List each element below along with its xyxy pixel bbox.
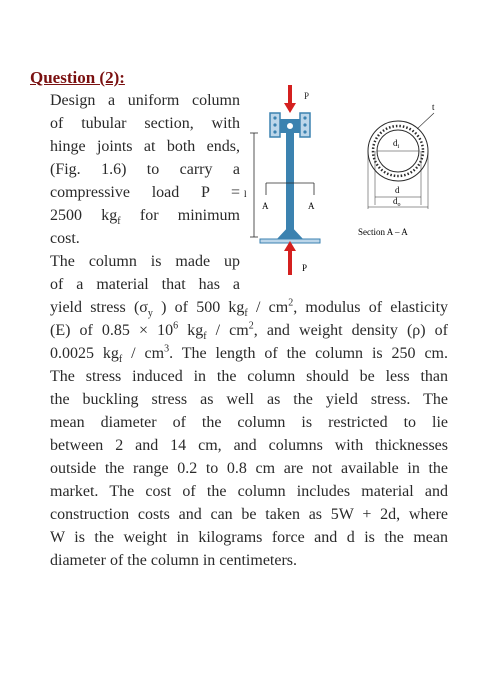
seg: f [244,308,248,320]
section-right-label: A [308,201,315,211]
seg: . The length of the column is 250 cm. [169,345,449,362]
bolt [303,123,306,126]
seg: / cm [122,345,165,362]
bolt [273,116,276,119]
seg: , modulus of elasticity [293,299,449,316]
seg: 2 [248,320,254,332]
text-line-19: construction costs and can be taken as 5W + 2d, where [50,506,448,523]
length-label: l [244,189,247,199]
text-line-16: between 2 and 14 cm, and columns with thicknesses [50,437,448,454]
bolt [303,130,306,133]
text-line-13: The stress induced in the column should be less than [50,368,448,385]
outer-dia-label [393,196,401,208]
dim-sub: o [397,202,401,208]
text-line-17: outside the range 0.2 to 0.8 cm are not available in the [50,460,448,477]
seg: 6 [173,320,179,332]
dim-sub: i [397,144,400,150]
text-line-18: market. The cost of the column includes material and [50,483,448,500]
text-line-5: compressive load P = [50,184,240,201]
text-line-21: diameter of the column in centimeters. [50,552,298,569]
bottom-load-label: P [302,263,308,273]
mean-dia-label: d [395,185,400,195]
text-line-14: the buckling stress as well as the yield stress. The [50,391,448,408]
column-member [286,133,294,238]
bolt [303,116,306,119]
seg: 0.0025 kg [50,345,119,362]
seg: kg [178,322,204,339]
column-diagram [244,85,448,285]
text-line-12 [50,343,448,364]
dim-symbol: d [393,196,398,206]
text-line-4: (Fig. 1.6) to carry a [50,161,240,178]
seg: (E) of 0.85 × 10 [50,322,174,339]
seg: 3 [164,343,170,355]
seg: ) of 500 kg [152,299,245,316]
inner-dia-label [393,138,400,150]
text-line-6-head: 2500 kg [50,207,118,224]
top-arrowhead [284,103,296,113]
text-line-1: Design a uniform column [50,92,240,109]
section-caption: Section A – A [358,227,408,237]
text-line-3: hinge joints at both ends, [50,138,240,155]
seg: / cm [247,299,289,316]
seg: yield stress (σ [50,299,148,316]
seg: f [203,331,207,343]
bolt [273,123,276,126]
bottom-hinge [276,225,304,240]
text-line-6 [50,205,240,226]
bolt [273,130,276,133]
top-load-label: P [304,91,310,101]
thickness-label: t [432,102,435,112]
thickness-leader [417,113,434,129]
seg: 2 [288,297,294,309]
seg: / cm [206,322,249,339]
seg: y [147,308,153,320]
text-line-6-tail: for minimum [120,207,241,224]
column-figure [244,85,448,285]
seg: f [118,354,123,366]
question-heading: Question (2): [30,68,125,87]
seg: , and weight density (ρ) of [253,322,448,339]
dim-symbol: d [393,138,398,148]
top-pin [287,123,293,129]
text-line-11 [50,320,448,341]
text-line-15: mean diameter of the column is restricted to lie [50,414,448,431]
text-line-6-sub: f [117,216,121,228]
text-line-10 [50,297,448,318]
text-line-2: of tubular section, with [50,115,240,132]
text-line-9: of a material that has a [50,276,240,293]
text-line-20: W is the weight in kilograms force and d is the mean [50,529,448,546]
section-left-label: A [262,201,269,211]
text-line-8: The column is made up [50,253,240,270]
text-line-7: cost. [50,230,80,247]
